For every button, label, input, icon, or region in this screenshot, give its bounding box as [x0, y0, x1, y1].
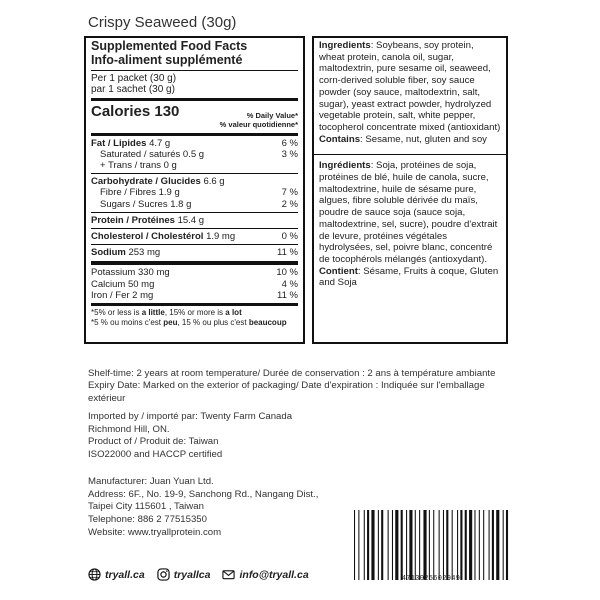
nutrient-row-iron: Iron / Fer 2 mg 11 % — [91, 289, 298, 301]
daily-value-header-fr: % valeur quotidienne* — [219, 119, 298, 129]
manufacturer-info — [88, 476, 348, 539]
nutrition-heading-fr: Info-aliment supplémenté — [91, 52, 243, 67]
daily-value-header-en: % Daily Value* — [246, 110, 298, 120]
nutrient-row-sodium: Sodium 253 mg 11 % — [91, 247, 298, 259]
ingredients-divider — [314, 154, 506, 155]
ingredients-en: Ingredients: Soybeans, soy protein, wheat protein, canola oil, sugar, maltodextrin, pure sesame oil, seaweed, corn-derived soluble fiber, soy sauce powder (soy sauce, maltodextrin, salt, sugar), yeast extract powder, hydrolyzed vegetable protein, salt, white pepper, tocopherol concentrate mixed (antioxidant) — [319, 40, 501, 133]
nutrient-row-fat: Fat / Lipides 4.7 g 6 % — [91, 137, 298, 149]
manufacturer-phone: Telephone: 886 2 77515350 — [88, 513, 207, 525]
product-title: Crispy Seaweed (30g) — [88, 14, 237, 31]
nutrient-row-calcium: Calcium 50 mg 4 % — [91, 278, 298, 290]
certification: ISO22000 and HACCP certified — [88, 448, 223, 460]
nutrient-row-saturated: Saturated / saturés 0.5 g 3 % — [100, 148, 298, 160]
contains-en: Contains: Sesame, nut, gluten and soy — [319, 133, 487, 145]
website-link[interactable]: tryall.ca — [88, 568, 145, 581]
nutrition-facts-table — [84, 36, 305, 344]
imported-by: Imported by / importé par: Twenty Farm Canada — [88, 411, 293, 423]
serving-size-fr: par 1 sachet (30 g) — [91, 84, 175, 96]
product-info — [88, 368, 518, 461]
shelf-time: Shelf-time: 2 years at room temperature/ Durée de conservation : 2 ans à température ambiante — [88, 368, 496, 379]
instagram-link[interactable]: tryallca — [157, 568, 211, 581]
expiry-date: Expiry Date: Marked on the exterior of packaging/ Date d'expiration : Indiquée sur l'emballage extérieur — [88, 380, 485, 404]
product-of: Product of / Produit de: Taiwan — [88, 436, 219, 448]
nutrient-row-sugars: Sugars / Sucres 1.8 g 2 % — [100, 198, 298, 210]
barcode — [352, 510, 512, 580]
nutrition-heading-en: Supplemented Food Facts — [91, 39, 248, 53]
serving-size-en: Per 1 packet (30 g) — [91, 72, 177, 84]
nutrient-row-fibre: Fibre / Fibres 1.9 g 7 % — [100, 187, 298, 199]
ingredients-fr: Ingrédients: Soja, protéines de soja, protéines de blé, huile de canola, sucre, maltodextrine, huile de sésame pure, algues, fibre soluble dérivée du maïs, poudre de sauce soja (sauce soja, maltodextrine, sel, sucre), poudre d'extrait de levure, protéines végétales hydrolysées, sel, poivre blanc, concentré de tocophérols mélangés (antioxydant). — [319, 160, 498, 265]
nutrient-row-cholesterol: Cholesterol / Cholestérol 1.9 mg 0 % — [91, 231, 298, 243]
footnote-en: *5% or less is a little, 15% or more is a lot — [91, 308, 242, 318]
envelope-icon — [222, 568, 235, 581]
barcode-number: 4713025602949 — [401, 575, 461, 583]
footnote-fr: *5 % ou moins c'est peu, 15 % ou plus c'est beaucoup — [91, 318, 287, 328]
nutrient-row-carbohydrate: Carbohydrate / Glucides 6.6 g — [91, 176, 225, 188]
ingredients-box — [312, 36, 508, 344]
nutrient-row-protein: Protein / Protéines 15.4 g — [91, 214, 204, 226]
contains-fr: Contient: Sésame, Fruits à coque, Gluten and Soja — [319, 265, 499, 289]
manufacturer-name: Manufacturer: Juan Yuan Ltd. — [88, 476, 214, 487]
manufacturer-address-1: Address: 6F., No. 19-9, Sanchong Rd., Nangang Dist., — [88, 488, 319, 500]
instagram-icon — [157, 568, 170, 581]
globe-icon — [88, 568, 101, 581]
email-link[interactable]: info@tryall.ca — [222, 568, 308, 581]
importer-city: Richmond Hill, ON. — [88, 423, 170, 435]
calories: Calories 130 — [91, 103, 180, 121]
social-links — [88, 568, 309, 581]
manufacturer-website[interactable]: Website: www.tryallprotein.com — [88, 526, 222, 538]
nutrient-row-potassium: Potassium 330 mg 10 % — [91, 267, 298, 279]
nutrient-row-trans: + Trans / trans 0 g — [100, 160, 177, 172]
manufacturer-address-2: Taipei City 115601 , Taiwan — [88, 501, 204, 513]
